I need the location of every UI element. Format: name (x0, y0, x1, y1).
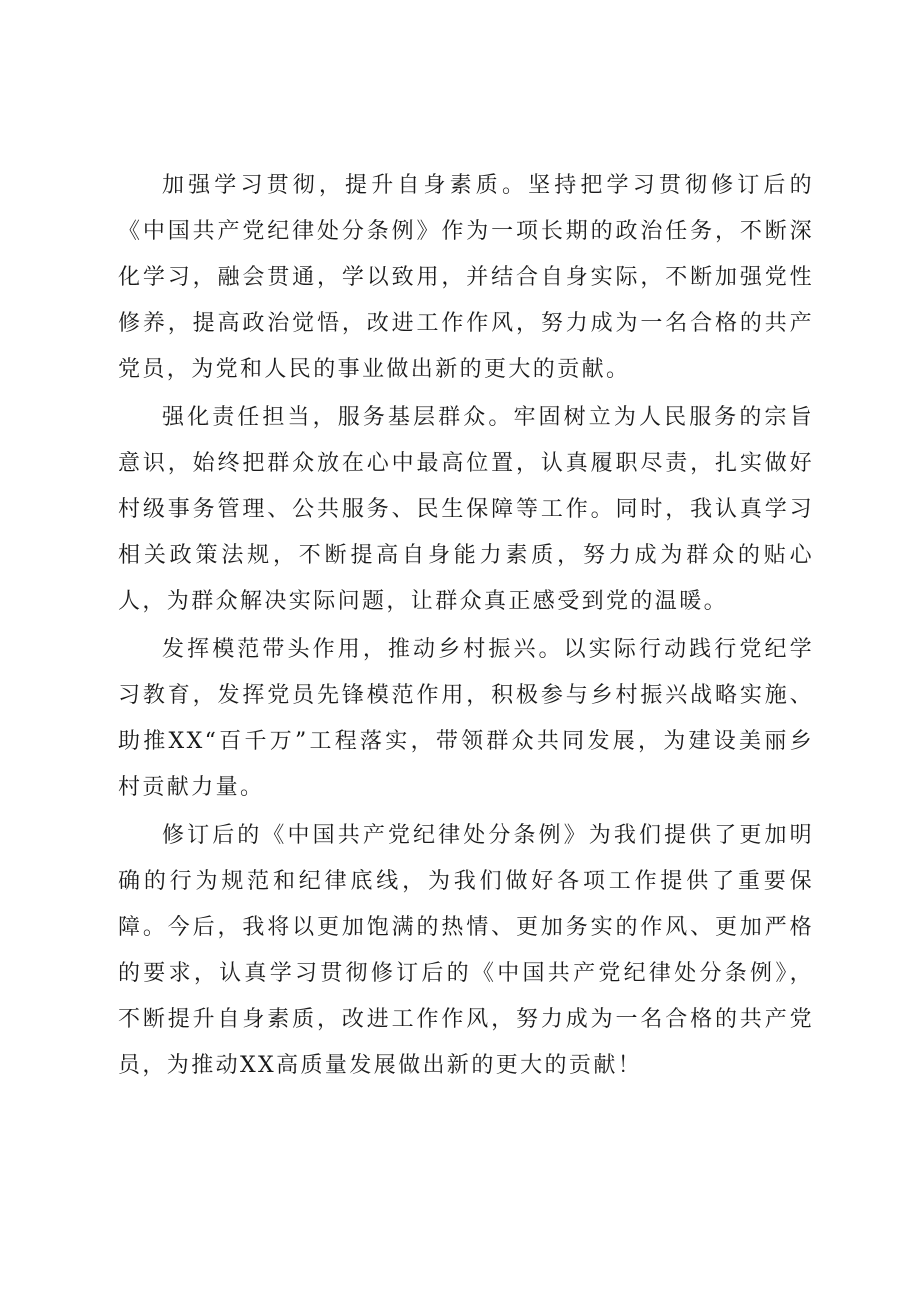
paragraph-study: 加强学习贯彻，提升自身素质。坚持把学习贯彻修订后的《中国共产党纪律处分条例》作为一项长期的政治任务，不断深化学习，融会贯通，学以致用，并结合自身实际，不断加强党性修养，提高政治觉悟，改进工作作风，努力成为一名合格的共产党员，为党和人民的事业做出新的更大的贡献。 (118, 173, 814, 382)
paragraph-exemplary-role: 发挥模范带头作用，推动乡村振兴。以实际行动践行党纪学习教育，发挥党员先锋模范作用，积极参与乡村振兴战略实施、助推XX“百千万”工程落实，带领群众共同发展，为建设美丽乡村贡献力量。 (118, 637, 814, 800)
document-body (118, 163, 814, 1091)
paragraph-conclusion: 修订后的《中国共产党纪律处分条例》为我们提供了更加明确的行为规范和纪律底线，为我们做好各项工作提供了重要保障。今后，我将以更加饱满的热情、更加务实的作风、更加严格的要求，认真学习贯彻修订后的《中国共产党纪律处分条例》，不断提升自身素质，改进工作作风，努力成为一名合格的共产党员，为推动XX高质量发展做出新的更大的贡献！ (118, 823, 814, 1078)
paragraph-responsibility: 强化责任担当，服务基层群众。牢固树立为人民服务的宗旨意识，始终把群众放在心中最高位置，认真履职尽责，扎实做好村级事务管理、公共服务、民生保障等工作。同时，我认真学习相关政策法规，不断提高自身能力素质，努力成为群众的贴心人，为群众解决实际问题，让群众真正感受到党的温暖。 (118, 405, 814, 614)
